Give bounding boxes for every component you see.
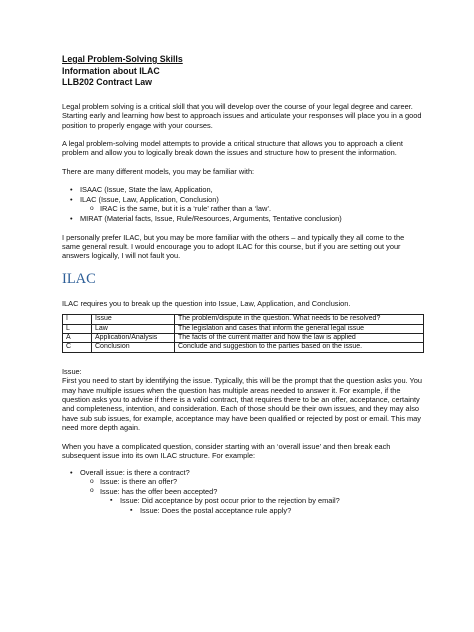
table-row xyxy=(63,334,424,343)
list-item-overall-issue: • Overall issue: is there a contract? xyxy=(62,468,422,478)
table-cell-letter: I xyxy=(63,315,92,324)
issue-heading: Issue: xyxy=(62,366,82,376)
section-heading-ilac: ILAC xyxy=(62,270,96,287)
complicated-question-paragraph: When you have a complicated question, consider starting with an ‘overall issue’ and then break each subsequent issue into its own ILAC structure. For example: xyxy=(62,441,391,461)
table-cell-letter: C xyxy=(63,343,92,352)
course-code: LLB202 Contract Law xyxy=(62,77,152,88)
intro-paragraph-2: A legal problem-solving model attempts to provide a critical structure that allows you to approach a client problem and allow you to logically break down the issues and structure how to present the information. xyxy=(62,139,403,158)
list-item-post-issue: ▪ Issue: Did acceptance by post occur prior to the rejection by email? xyxy=(62,496,422,506)
table-row xyxy=(63,315,424,324)
table-row xyxy=(63,343,424,352)
table-cell-description: Conclude and suggestion to the parties based on the issue. xyxy=(175,343,424,352)
preference-paragraph: I personally prefer ILAC, but you may be more familiar with the others – and typically they all come to the same general result. I would encourage you to adopt ILAC for this course, but if you are setting out your answers logically, I will not fault you. xyxy=(62,232,405,261)
table-cell-name: Application/Analysis xyxy=(92,334,175,343)
intro-paragraph-1: Legal problem solving is a critical skill that you will develop over the course of your legal degree and career. Starting early and learning how best to approach issues and articulate your responses will place you in a good position to properly engage with your courses. xyxy=(62,101,422,130)
list-item-acceptance-issue: o Issue: has the offer been accepted? xyxy=(62,487,422,497)
models-list xyxy=(62,185,422,223)
table-row xyxy=(63,324,424,333)
table-cell-name: Issue xyxy=(92,315,175,324)
list-item-isaac: • ISAAC (Issue, State the law, Application, xyxy=(62,185,422,195)
issue-example-list xyxy=(62,468,422,516)
table-cell-description: The legislation and cases that inform the general legal issue xyxy=(175,324,424,333)
table-cell-description: The facts of the current matter and how the law is applied xyxy=(175,334,424,343)
list-item-irac: o IRAC is the same, but it is a ‘rule’ rather than a ‘law’. xyxy=(62,204,422,214)
list-item-postal-rule-issue: ▪ Issue: Does the postal acceptance rule apply? xyxy=(62,506,422,516)
ilac-intro: ILAC requires you to break up the question into Issue, Law, Application, and Conclusion. xyxy=(62,298,351,308)
list-item-mirat: • MIRAT (Material facts, Issue, Rule/Resources, Arguments, Tentative conclusion) xyxy=(62,214,422,224)
list-item-offer-issue: o Issue: is there an offer? xyxy=(62,477,422,487)
table-cell-name: Conclusion xyxy=(92,343,175,352)
table-cell-description: The problem/dispute in the question. What needs to be resolved? xyxy=(175,315,424,324)
list-item-ilac: • ILAC (Issue, Law, Application, Conclusion) xyxy=(62,195,422,205)
ilac-table xyxy=(62,314,424,353)
table-cell-name: Law xyxy=(92,324,175,333)
table-cell-letter: A xyxy=(63,334,92,343)
intro-paragraph-3: There are many different models, you may be familiar with: xyxy=(62,166,255,176)
issue-paragraph: First you need to start by identifying the issue. Typically, this will be the prompt that the question asks you. You may have multiple issues when the question has multiple areas needed to answer it. For example, if the question asks you to advise if there is a valid contract, that requires there to be an offer, acceptance, certainty and completeness, intention, and consideration. Each of those should be their own issues, and they may also have sub sub issues, for example, acceptance may have been qualified or rejected by post or email. This may need more depth again. xyxy=(62,376,423,433)
table-cell-letter: L xyxy=(63,324,92,333)
document-subtitle: Information about ILAC xyxy=(62,65,160,76)
document-content xyxy=(62,54,422,515)
document-title: Legal Problem-Solving Skills xyxy=(62,54,183,64)
